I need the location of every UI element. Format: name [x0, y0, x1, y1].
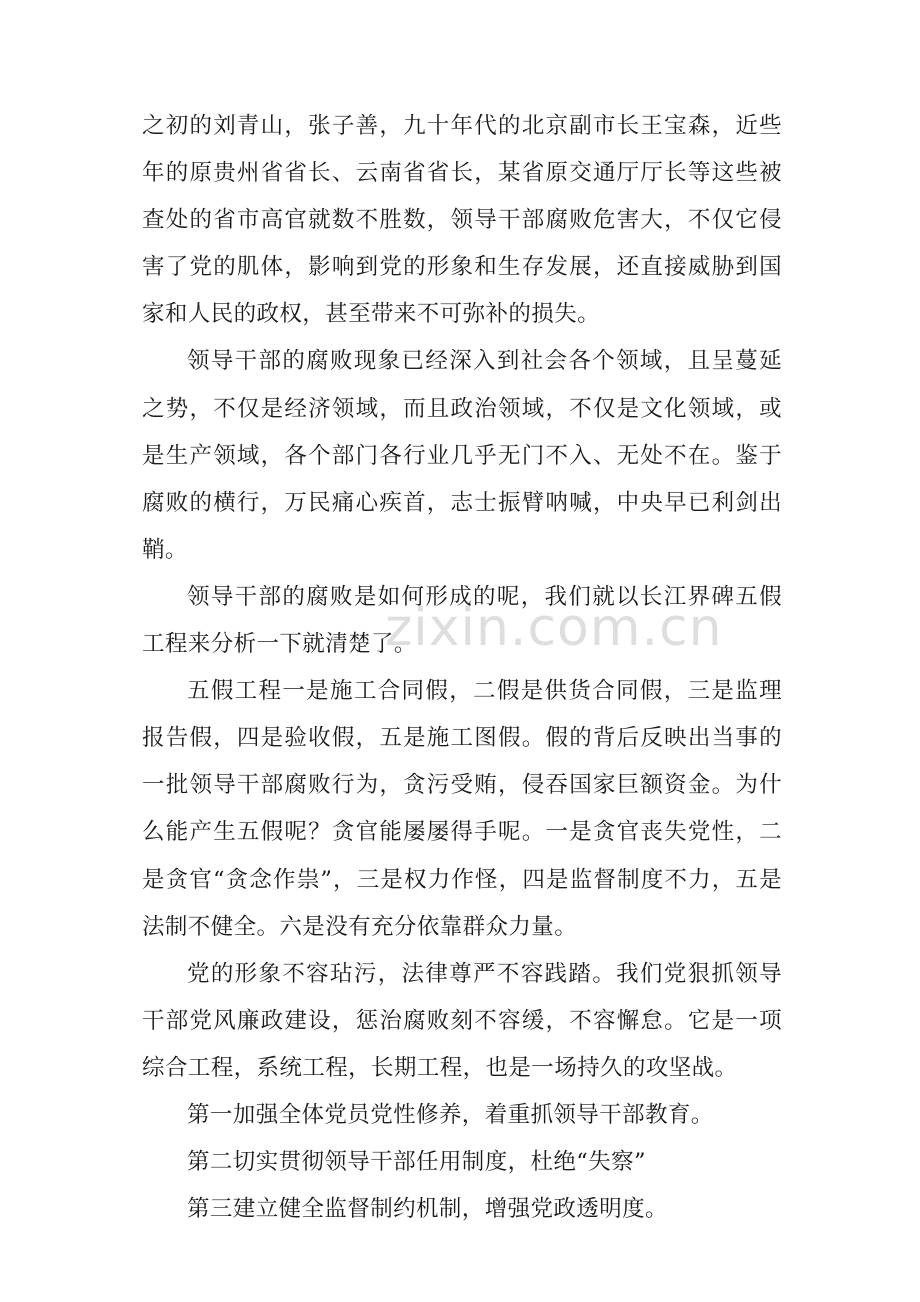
watermark: zixin.com.cn [385, 598, 723, 658]
paragraph-8: 第三建立健全监督制约机制，增强党政透明度。 [187, 1196, 668, 1223]
document-body [142, 103, 782, 1233]
paragraph-5: 党的形象不容玷污，法律尊严不容践踏。我们党狠抓领导干部党风廉政建设，惩治腐败刻不容缓，不容懈怠。它是一项综合工程，系统工程，长期工程，也是一场持久的攻坚战。 [142, 960, 782, 1081]
paragraph-4: 五假工程一是施工合同假，二假是供货合同假，三是监理报告假，四是验收假，五是施工图假。假的背后反映出当事的一批领导干部腐败行为，贪污受贿，侵吞国家巨额资金。为什么能产生五假呢？贪官能屡屡得手呢。一是贪官丧失党性，二是贪官“贪念作祟”，三是权力作怪，四是监督制度不力，五是法制不健全。六是没有充分依靠群众力量。 [142, 678, 782, 940]
paragraph-3: 领导干部的腐败是如何形成的呢，我们就以长江界碑五假工程来分析一下就清楚了。 [142, 583, 782, 658]
paragraph-7: 第二切实贯彻领导干部任用制度，杜绝“失察” [187, 1149, 646, 1176]
paragraph-2: 领导干部的腐败现象已经深入到社会各个领域，且呈蔓延之势，不仅是经济领域，而且政治领域，不仅是文化领域，或是生产领域，各个部门各行业几乎无门不入、无处不在。鉴于腐败的横行，万民痛心疾首，志士振臂呐喊，中央早已利剑出鞘。 [142, 348, 782, 563]
paragraph-1: 之初的刘青山，张子善，九十年代的北京副市长王宝森，近些年的原贵州省省长、云南省省长，某省原交通厅厅长等这些被查处的省市高官就数不胜数，领导干部腐败危害大，不仅它侵害了党的肌体，影响到党的形象和生存发展，还直接威胁到国家和人民的政权，甚至带来不可弥补的损失。 [142, 113, 782, 328]
paragraph-6: 第一加强全体党员党性修养，着重抓领导干部教育。 [187, 1101, 714, 1128]
